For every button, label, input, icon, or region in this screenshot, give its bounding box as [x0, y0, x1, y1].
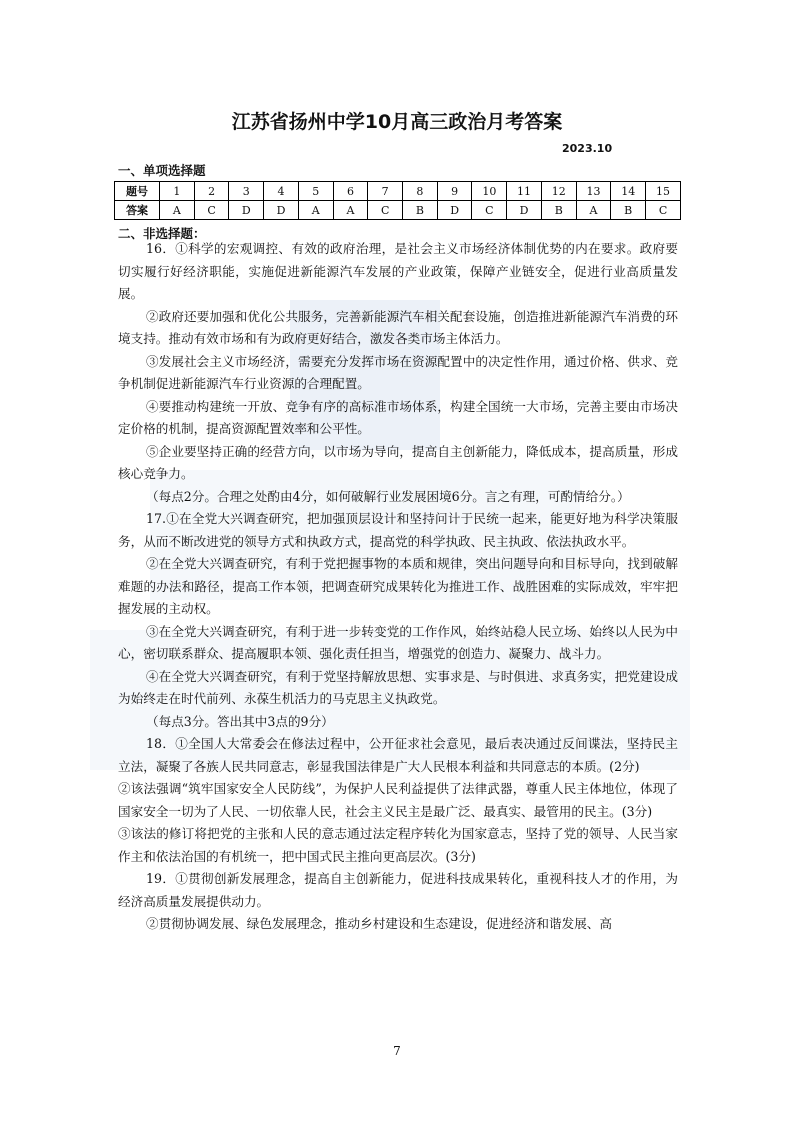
page-number: 7: [393, 1044, 401, 1058]
answer-table: [114, 181, 681, 220]
question-number: 1: [160, 182, 195, 201]
answer-cell: B: [611, 201, 646, 220]
section-heading-choice: 一、单项选择题: [118, 163, 206, 178]
paragraph: ②政府还要加强和优化公共服务，完善新能源汽车相关配套设施，创造推进新能源汽车消费的环境支持。推动有效市场和有为政府更好结合，激发各类市场主体活力。: [118, 308, 678, 346]
answer-cell: B: [403, 201, 438, 220]
question-number: 9: [437, 182, 472, 201]
table-header-cell: 答案: [115, 201, 160, 220]
table-header-cell: 题号: [115, 182, 160, 201]
paragraph: ④在全党大兴调查研究，有利于党坚持解放思想、实事求是、与时俱进、求真务实，把党建设成为始终走在时代前列、永葆生机活力的马克思主义执政党。: [118, 668, 678, 706]
answer-cell: D: [229, 201, 264, 220]
paragraph: 19．①贯彻创新发展理念，提高自主创新能力，促进科技成果转化，重视科技人才的作用，为经济高质量发展提供动力。: [118, 871, 678, 909]
paragraph: ②在全党大兴调查研究，有利于党把握事物的本质和规律，突出问题导向和目标导向，找到破解难题的办法和路径，提高工作本领，把调查研究成果转化为推进工作、战胜困难的实际成效，牢牢把握发展的主动权。: [118, 556, 678, 616]
exam-date: 2023.10: [562, 142, 613, 155]
paragraph: ③该法的修订将把党的主张和人民的意志通过法定程序转化为国家意志，坚持了党的领导、人民当家作主和依法治国的有机统一，把中国式民主推向更高层次。(3分): [118, 826, 678, 864]
paragraph: （每点2分。合理之处酌由4分，如何破解行业发展困境6分。言之有理，可酌情给分。）: [146, 488, 630, 504]
question-number: 4: [264, 182, 299, 201]
answer-cell: A: [160, 201, 195, 220]
paragraph: ③发展社会主义市场经济，需要充分发挥市场在资源配置中的决定性作用，通过价格、供求、竞争机制促进新能源汽车行业资源的合理配置。: [118, 353, 678, 391]
answer-cell: A: [333, 201, 368, 220]
paragraph: ②该法强调“筑牢国家安全人民防线”，为保护人民利益提供了法律武器，尊重人民主体地位，体现了国家安全一切为了人民、一切依靠人民，社会主义民主是最广泛、最真实、最管用的民主。(3分): [118, 781, 678, 819]
answer-cell: C: [194, 201, 229, 220]
question-number: 5: [298, 182, 333, 201]
page-title: 江苏省扬州中学10月高三政治月考答案: [231, 111, 563, 133]
answer-cell: B: [541, 201, 576, 220]
section-heading-nonchoice: 二、非选择题：: [118, 226, 206, 241]
paragraph: 18．①全国人大常委会在修法过程中，公开征求社会意见，最后表决通过反间谍法，坚持民主立法，凝聚了各族人民共同意志，彰显我国法律是广大人民根本利益和共同意志的本质。(2分): [118, 736, 678, 774]
answer-cell: C: [646, 201, 681, 220]
question-number: 3: [229, 182, 264, 201]
paragraph: 17.①在全党大兴调查研究，把加强顶层设计和坚持问计于民统一起来，能更好地为科学决策服务，从而不断改进党的领导方式和执政方式，提高党的科学执政、民主执政、依法执政水平。: [118, 511, 678, 549]
paragraph: 16．①科学的宏观调控、有效的政府治理，是社会主义市场经济体制优势的内在要求。政府要切实履行好经济职能，实施促进新能源汽车发展的产业政策，保障产业链安全，促进行业高质量发展。: [118, 241, 678, 301]
question-number: 10: [472, 182, 507, 201]
paragraph: （每点3分。答出其中3点的9分）: [146, 713, 334, 729]
answer-cell: D: [437, 201, 472, 220]
question-number: 15: [646, 182, 681, 201]
paragraph: ②贯彻协调发展、绿色发展理念，推动乡村建设和生态建设，促进经济和谐发展、高: [146, 916, 612, 931]
table-row-answers: [115, 201, 681, 220]
answer-cell: D: [264, 201, 299, 220]
question-number: 7: [368, 182, 403, 201]
answer-cell: C: [472, 201, 507, 220]
question-number: 14: [611, 182, 646, 201]
question-number: 8: [403, 182, 438, 201]
answer-cell: A: [298, 201, 333, 220]
answer-cell: C: [368, 201, 403, 220]
table-row-numbers: [115, 182, 681, 201]
paragraph: ⑤企业要坚持正确的经营方向，以市场为导向，提高自主创新能力，降低成本，提高质量，形成核心竞争力。: [118, 443, 678, 481]
answer-body: [118, 238, 678, 936]
question-number: 13: [576, 182, 611, 201]
question-number: 11: [507, 182, 542, 201]
paragraph: ④要推动构建统一开放、竞争有序的高标准市场体系，构建全国统一大市场，完善主要由市场决定价格的机制，提高资源配置效率和公平性。: [118, 398, 678, 436]
paragraph: ③在全党大兴调查研究，有利于进一步转变党的工作作风，始终站稳人民立场、始终以人民为中心，密切联系群众、提高履职本领、强化责任担当，增强党的创造力、凝聚力、战斗力。: [118, 623, 678, 661]
question-number: 12: [541, 182, 576, 201]
question-number: 2: [194, 182, 229, 201]
answer-cell: D: [507, 201, 542, 220]
answer-cell: A: [576, 201, 611, 220]
question-number: 6: [333, 182, 368, 201]
